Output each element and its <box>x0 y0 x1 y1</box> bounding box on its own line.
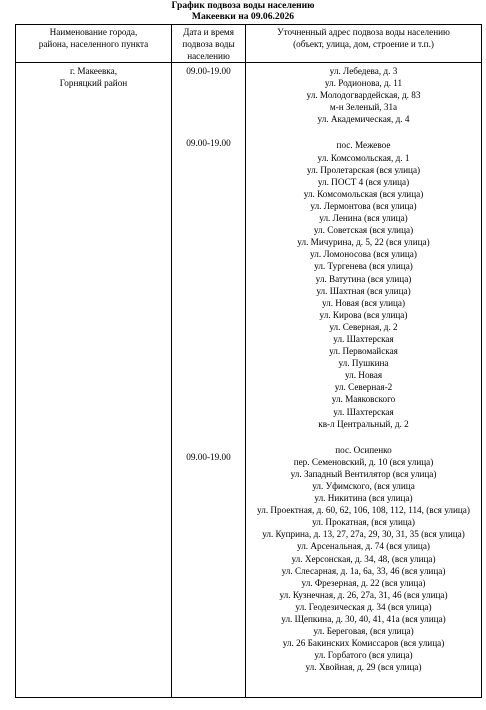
address-group <box>246 444 481 674</box>
district-cell <box>16 63 172 698</box>
address-group <box>246 139 481 429</box>
address-line: ул. ПОСТ 4 (вся улица) <box>317 176 410 187</box>
address-line: ул. Шахтная (вся улица) <box>316 285 411 296</box>
address-group <box>246 65 481 125</box>
title-block <box>0 0 486 22</box>
time-value: 09.00-19.00 <box>186 138 231 149</box>
address-line: ул. Шахтерская <box>333 333 394 344</box>
address-line: ул. Ленина (вся улица) <box>319 213 408 224</box>
address-line: ул. Щепкина, д. 30, 40, 41, 41а (вся улица) <box>281 614 446 625</box>
schedule-table <box>15 24 482 698</box>
address-line: ул. Фрезерная, д. 22 (вся улица) <box>301 577 426 588</box>
address-line: ул. Горбатого (вся улица) <box>314 650 413 661</box>
address-line: ул. Мичурина, д. 5, 22 (вся улица) <box>297 237 430 248</box>
address-line: ул. Северная-2 <box>334 382 393 393</box>
address-line: ул. Ватутина (вся улица) <box>315 273 412 284</box>
address-line: ул. Херсонская, д. 34, 48, (вся улица) <box>291 553 436 564</box>
address-cell <box>246 63 482 698</box>
address-line: ул. Западный Вентилятор (вся улица) <box>290 468 437 479</box>
address-line: ул. Кирова (вся улица) <box>319 309 408 320</box>
address-line: ул. Тургенева (вся улица) <box>314 261 413 272</box>
header-time-line: подвоза воды <box>182 39 235 49</box>
header-city-line: Наименование города, <box>49 27 138 37</box>
address-line: ул. Маяковского <box>331 394 396 405</box>
address-line: ул. Новая (вся улица) <box>321 297 406 308</box>
address-line: ул. Береговая, (вся улица) <box>313 626 414 637</box>
address-line: ул. Куприна, д. 13, 27, 27а, 29, 30, 31, 35 (вся улица) <box>262 529 465 540</box>
address-line: ул. Пролетарская (вся улица) <box>306 164 421 175</box>
header-city <box>16 25 172 63</box>
address-line: ул. Академическая, д. 4 <box>317 114 410 125</box>
address-line: ул. Советская (вся улица) <box>313 225 414 236</box>
address-line: пер. Семеновский, д. 10 (вся улица) <box>293 456 434 467</box>
document-subtitle: Макеевки на 09.06.2026 <box>191 11 295 22</box>
document-title: График подвоза воды населению <box>171 0 315 11</box>
header-time <box>172 25 246 63</box>
address-line: м-н Зеленый, 31а <box>329 102 398 113</box>
time-value: 09.00-19.00 <box>186 66 231 76</box>
address-line: ул. Шахтерская <box>333 406 394 417</box>
address-line: ул. Родионова, д. 11 <box>324 78 403 89</box>
district-line: г. Макеевка, <box>70 66 117 76</box>
address-line: ул. Никитина (вся улица) <box>314 493 413 504</box>
table-row <box>16 63 482 698</box>
table-header-row <box>16 25 482 63</box>
address-line: ул. Прокатная, (вся улица) <box>312 517 415 528</box>
header-time-line: Дата и время <box>183 27 234 37</box>
time-value: 09.00-19.00 <box>186 452 231 463</box>
address-line: ул. Комсомольская (вся улица) <box>303 188 424 199</box>
district-line: Горняцкий район <box>59 78 128 89</box>
address-line: ул. Проектная, д. 60, 62, 106, 108, 112, 114, (вся улица) <box>257 505 470 516</box>
address-line: ул. Уфимского, (вся улица <box>312 481 415 491</box>
address-line: ул. Первомайская <box>329 346 398 357</box>
address-line: пос. Осипенко <box>335 444 392 455</box>
address-line: ул. 26 Бакинских Комиссаров (вся улица) <box>282 638 445 649</box>
address-line: ул. Пушкина <box>338 358 389 369</box>
header-time-line: населению <box>187 51 230 61</box>
address-line: пос. Межевое <box>336 140 391 151</box>
address-line: ул. Хвойная, д. 29 (вся улица) <box>305 662 422 673</box>
header-address <box>246 25 482 63</box>
address-line: ул. Молодогвардейская, д. 83 <box>306 90 421 101</box>
header-city-line: района, населенного пункта <box>38 39 149 49</box>
address-line: ул. Северная, д. 2 <box>329 321 398 332</box>
address-line: ул. Геодезическая д. 34 (вся улица) <box>295 601 432 612</box>
address-line: ул. Арсенальная, д. 74 (вся улица) <box>297 541 430 552</box>
address-line: ул. Лермонтова (вся улица) <box>310 200 417 211</box>
address-line: ул. Лебедева, д. 3 <box>329 66 398 76</box>
header-address-line: (объект, улица, дом, строение и т.п.) <box>293 39 434 49</box>
address-line: ул. Кузнечная, д. 26, 27а, 31, 46 (вся улица) <box>279 589 448 600</box>
address-line: ул. Новая <box>344 370 383 381</box>
time-cell <box>172 63 246 698</box>
address-line: ул. Комсомольская, д. 1 <box>317 152 410 163</box>
header-address-line: Уточненный адрес подвоза воды населению <box>277 27 450 37</box>
address-line: кв-л Центральный, д. 2 <box>318 418 409 429</box>
address-line: ул. Слесарная, д. 1а, 6а, 33, 46 (вся улица) <box>281 565 446 576</box>
address-line: ул. Ломоносова (вся улица) <box>310 249 417 260</box>
